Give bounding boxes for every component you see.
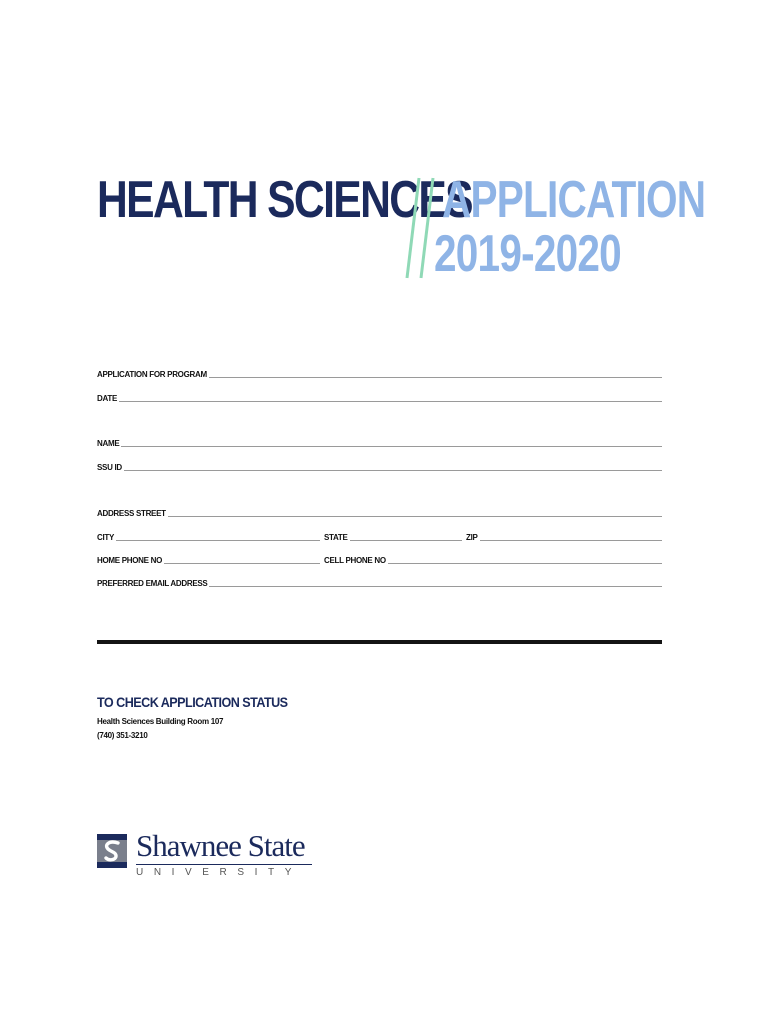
ssu-id-row xyxy=(97,460,662,472)
title-year: 2019-2020 xyxy=(434,225,621,283)
state-field[interactable] xyxy=(350,540,462,541)
title-application: APPLICATION xyxy=(442,171,706,229)
logo-subtitle: UNIVERSITY xyxy=(136,867,303,878)
ssu-id-field[interactable] xyxy=(124,470,662,471)
address-label: ADDRESS STREET xyxy=(97,509,166,518)
home-phone-field[interactable] xyxy=(164,563,320,564)
date-label: DATE xyxy=(97,394,117,403)
name-field[interactable] xyxy=(121,446,662,447)
logo-name: Shawnee State xyxy=(136,828,305,863)
shawnee-s-icon xyxy=(97,834,127,868)
logo-rule xyxy=(136,864,312,865)
status-title: TO CHECK APPLICATION STATUS xyxy=(97,694,288,710)
ssu-id-label: SSU ID xyxy=(97,463,122,472)
state-label: STATE xyxy=(324,533,348,542)
program-row xyxy=(97,367,662,379)
cell-phone-field[interactable] xyxy=(388,563,662,564)
program-label: APPLICATION FOR PROGRAM xyxy=(97,370,207,379)
email-row xyxy=(97,576,662,588)
zip-field[interactable] xyxy=(480,540,662,541)
date-row xyxy=(97,391,662,403)
name-label: NAME xyxy=(97,439,120,448)
email-field[interactable] xyxy=(209,586,662,587)
section-divider xyxy=(97,640,662,644)
title-health-sciences: HEALTH SCIENCES xyxy=(97,171,472,229)
city-label: CITY xyxy=(97,533,115,542)
home-phone-label: HOME PHONE NO xyxy=(97,556,162,565)
zip-label: ZIP xyxy=(466,533,478,542)
program-field[interactable] xyxy=(209,377,662,378)
date-field[interactable] xyxy=(119,401,662,402)
name-row xyxy=(97,436,662,448)
phone-row xyxy=(97,553,662,565)
city-field[interactable] xyxy=(116,540,320,541)
address-field[interactable] xyxy=(168,516,662,517)
cell-phone-label: CELL PHONE NO xyxy=(324,556,386,565)
address-row xyxy=(97,506,662,518)
email-label: PREFERRED EMAIL ADDRESS xyxy=(97,579,208,588)
city-state-zip-row xyxy=(97,530,662,542)
status-location: Health Sciences Building Room 107 xyxy=(97,717,224,726)
status-phone: (740) 351-3210 xyxy=(97,731,148,740)
